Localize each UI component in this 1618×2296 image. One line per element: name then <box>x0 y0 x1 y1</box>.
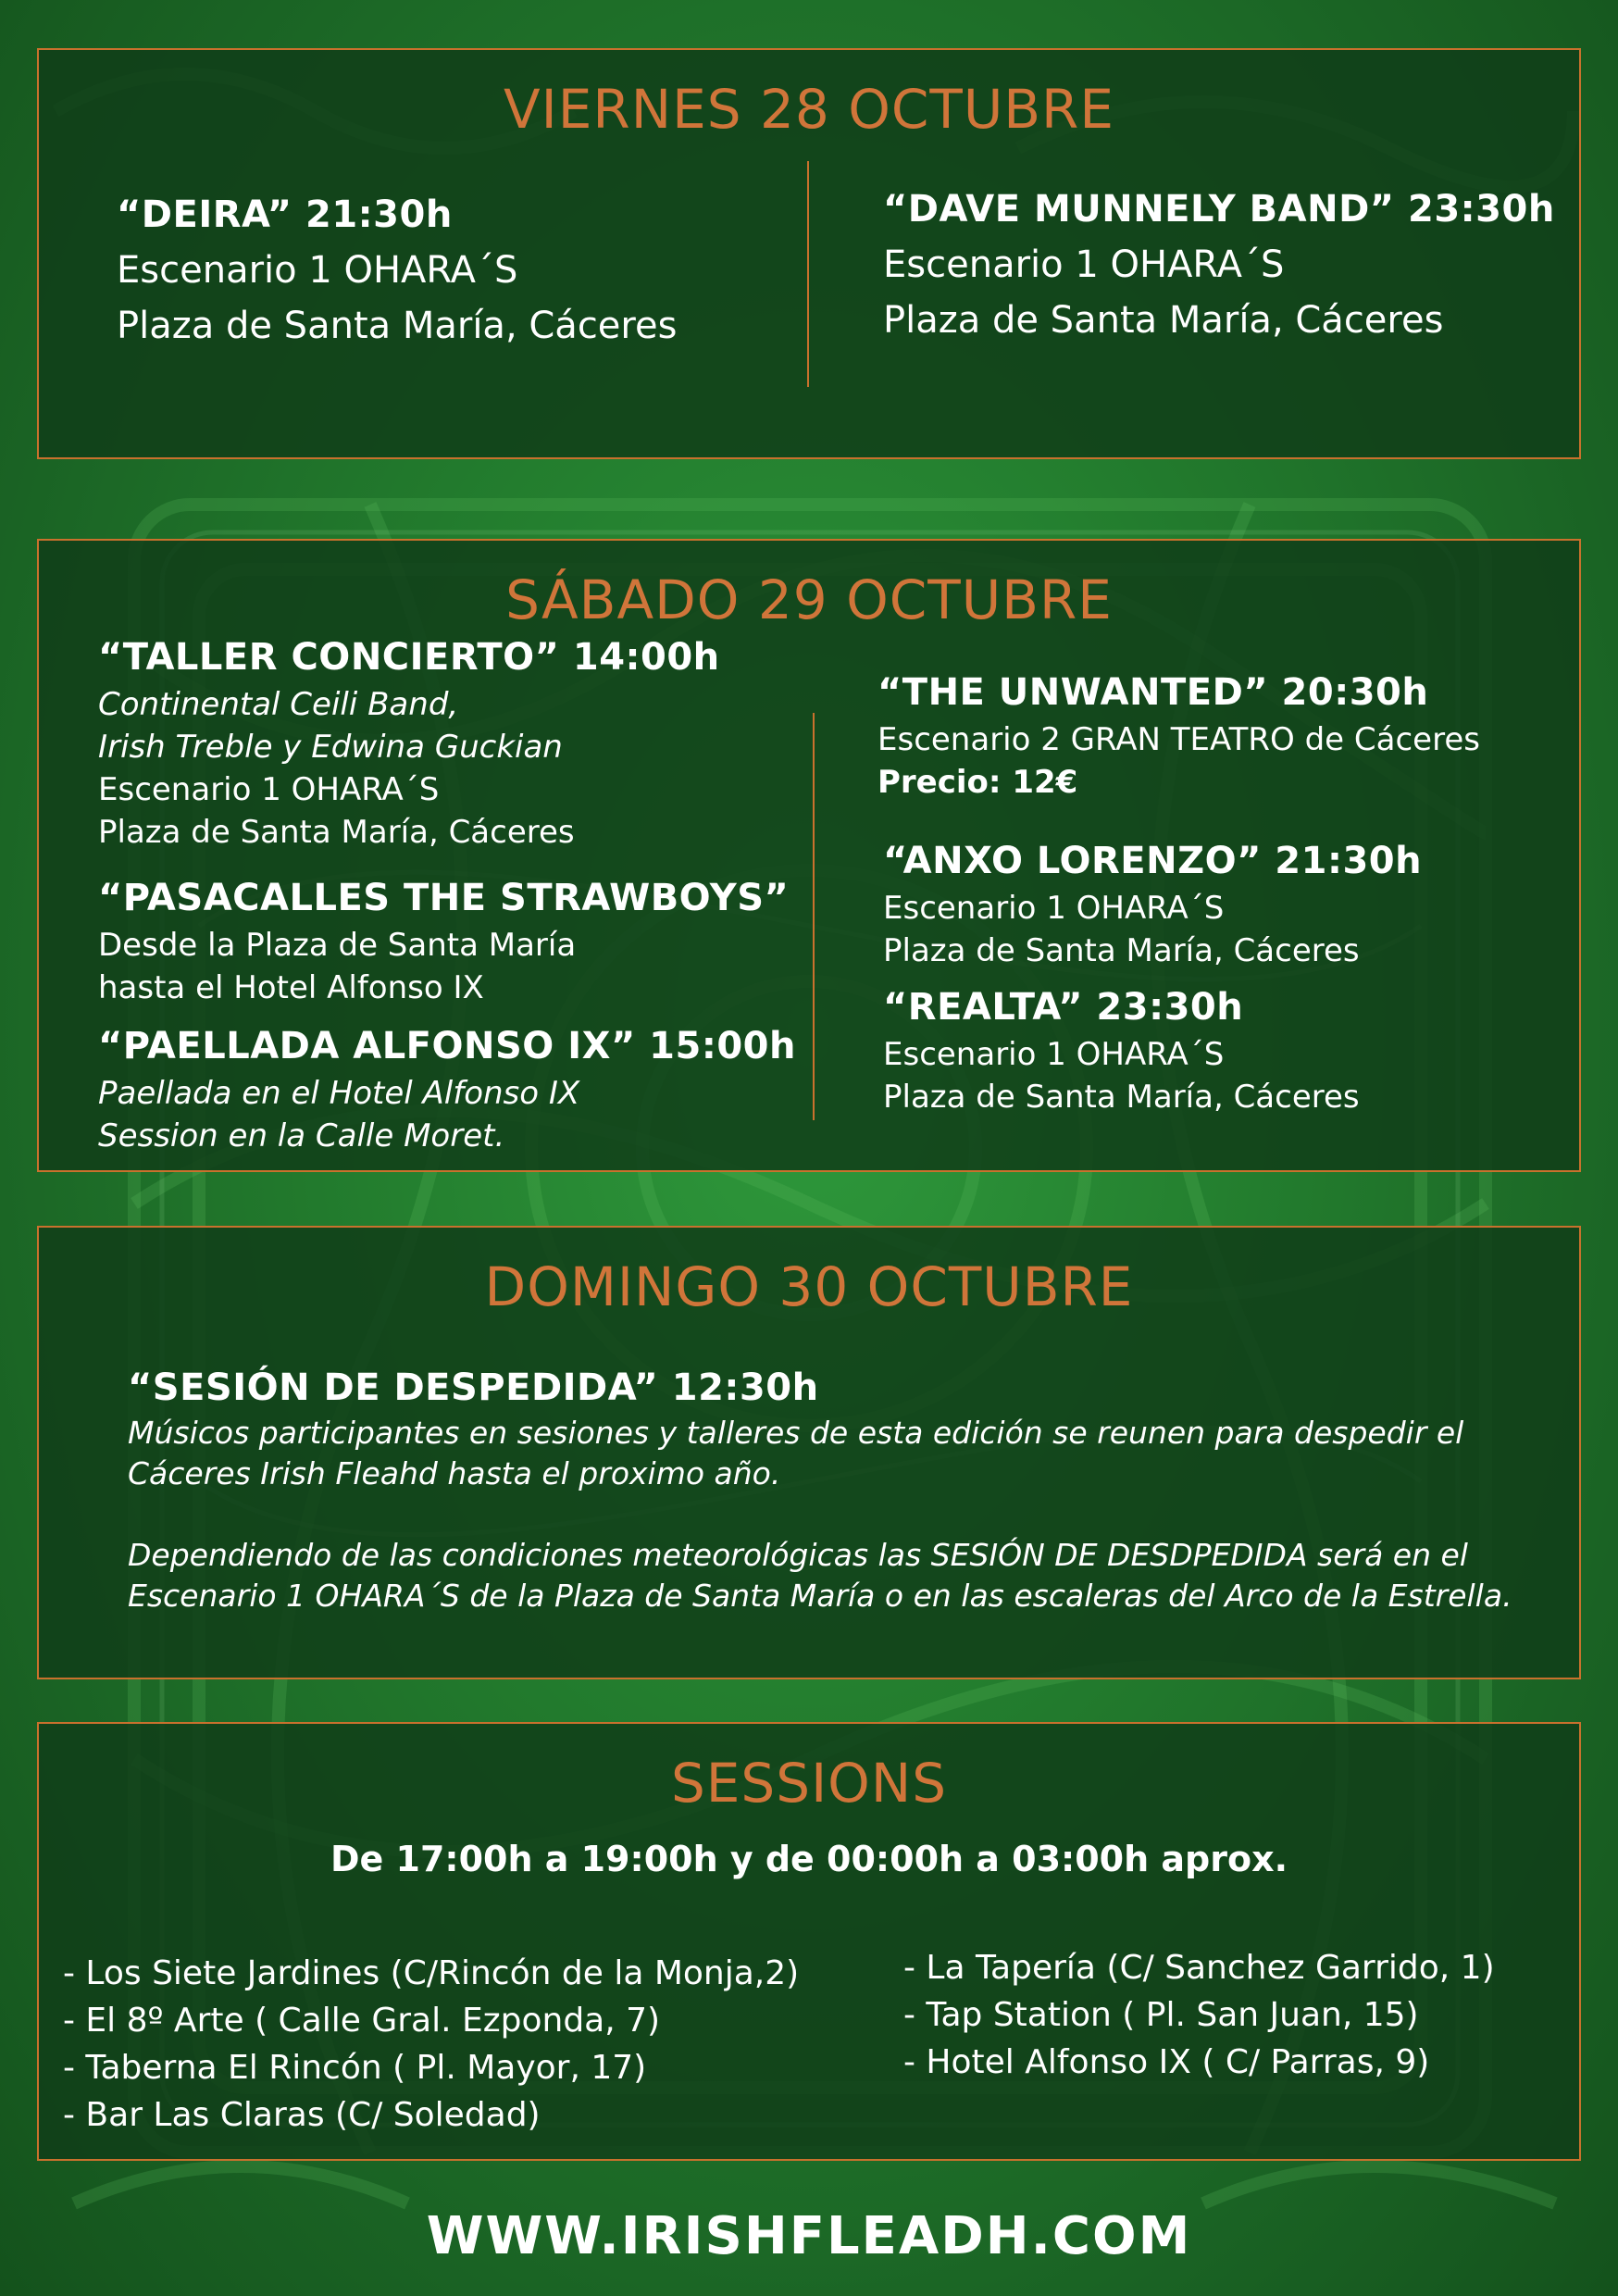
viernes-event-dave-munnely <box>883 181 1555 348</box>
sabado-event-taller-concierto <box>98 631 720 854</box>
sessions-schedule: De 17:00h a 19:00h y de 00:00h a 03:00h aprox. <box>330 1839 1288 1879</box>
sabado-event-pasacalles <box>98 872 789 1009</box>
sabado-event-the-unwanted <box>877 667 1480 804</box>
event-description: Cáceres Irish Fleahd hasta el proximo año. <box>128 1455 781 1491</box>
list-item: - Los Siete Jardines (C/Rincón de la Monja,2) <box>63 1954 800 1992</box>
sabado-event-anxo-lorenzo <box>883 835 1422 972</box>
event-description: Continental Ceili Band, <box>98 686 459 723</box>
event-stage: Escenario 1 OHARA´S <box>883 890 1225 927</box>
domingo-panel <box>37 1226 1581 1679</box>
list-item: - Hotel Alfonso IX ( C/ Parras, 9) <box>903 2043 1430 2081</box>
sabado-heading: SÁBADO 29 OCTUBRE <box>505 568 1113 631</box>
sabado-panel <box>37 539 1581 1172</box>
sabado-event-paellada <box>98 1020 796 1157</box>
event-title: “DAVE MUNNELY BAND” 23:30h <box>883 188 1555 231</box>
event-title: “ANXO LORENZO” 21:30h <box>883 840 1423 882</box>
list-item: - Tap Station ( Pl. San Juan, 15) <box>903 1996 1419 2034</box>
sabado-divider <box>813 713 815 1120</box>
event-stage: Escenario 1 OHARA´S <box>98 771 440 808</box>
list-item: - El 8º Arte ( Calle Gral. Ezponda, 7) <box>63 2002 661 2040</box>
list-item: - La Tapería (C/ Sanchez Garrido, 1) <box>903 1949 1495 1987</box>
event-stage: Escenario 1 OHARA´S <box>883 1036 1225 1073</box>
event-title: “SESIÓN DE DESPEDIDA” 12:30h <box>128 1366 819 1409</box>
event-price: Precio: 12€ <box>877 764 1078 801</box>
sessions-venues-left <box>63 1950 799 2139</box>
event-description: Session en la Calle Moret. <box>98 1117 505 1154</box>
event-description: Músicos participantes en sesiones y talleres de esta edición se reunen para despedir el <box>128 1415 1464 1451</box>
event-stage: Escenario 1 OHARA´S <box>117 249 518 292</box>
event-weather-note: Dependiendo de las condiciones meteorológicas las SESIÓN DE DESDPEDIDA será en el <box>128 1537 1468 1573</box>
sessions-heading: SESSIONS <box>670 1752 948 1815</box>
event-stage: Escenario 1 OHARA´S <box>883 243 1285 286</box>
event-title: “REALTA” 23:30h <box>883 986 1244 1029</box>
list-item: - Bar Las Claras (C/ Soledad) <box>63 2096 541 2134</box>
viernes-divider <box>807 161 809 387</box>
domingo-heading: DOMINGO 30 OCTUBRE <box>484 1255 1134 1318</box>
event-location: Plaza de Santa María, Cáceres <box>117 305 678 347</box>
event-title: “PASACALLES THE STRAWBOYS” <box>98 877 790 919</box>
event-weather-note: Escenario 1 OHARA´S de la Plaza de Santa María o en las escaleras del Arco de la Estrella. <box>128 1578 1512 1614</box>
list-item: - Taberna El Rincón ( Pl. Mayor, 17) <box>63 2049 647 2087</box>
website-link[interactable]: WWW.IRISHFLEADH.COM <box>426 2206 1192 2266</box>
viernes-panel <box>37 48 1581 459</box>
viernes-heading: VIERNES 28 OCTUBRE <box>503 78 1115 141</box>
event-route-to: hasta el Hotel Alfonso IX <box>98 969 484 1006</box>
event-location: Plaza de Santa María, Cáceres <box>98 814 575 851</box>
sabado-event-realta <box>883 981 1360 1118</box>
event-title: “THE UNWANTED” 20:30h <box>877 671 1429 714</box>
event-route-from: Desde la Plaza de Santa María <box>98 927 577 964</box>
event-location: Plaza de Santa María, Cáceres <box>883 932 1360 969</box>
sessions-panel <box>37 1722 1581 2161</box>
viernes-event-deira <box>117 187 677 354</box>
event-location: Plaza de Santa María, Cáceres <box>883 1079 1360 1116</box>
event-title: “DEIRA” 21:30h <box>117 193 453 236</box>
event-description: Paellada en el Hotel Alfonso IX <box>98 1075 580 1112</box>
event-location: Plaza de Santa María, Cáceres <box>883 299 1444 342</box>
event-stage: Escenario 2 GRAN TEATRO de Cáceres <box>877 721 1480 758</box>
event-spacer <box>128 1494 1512 1535</box>
event-description: Irish Treble y Edwina Guckian <box>98 729 563 766</box>
domingo-event-sesion-despedida <box>128 1363 1512 1616</box>
event-title: “TALLER CONCIERTO” 14:00h <box>98 636 720 679</box>
event-title: “PAELLADA ALFONSO IX” 15:00h <box>98 1025 796 1067</box>
sessions-venues-right <box>903 1944 1495 2086</box>
